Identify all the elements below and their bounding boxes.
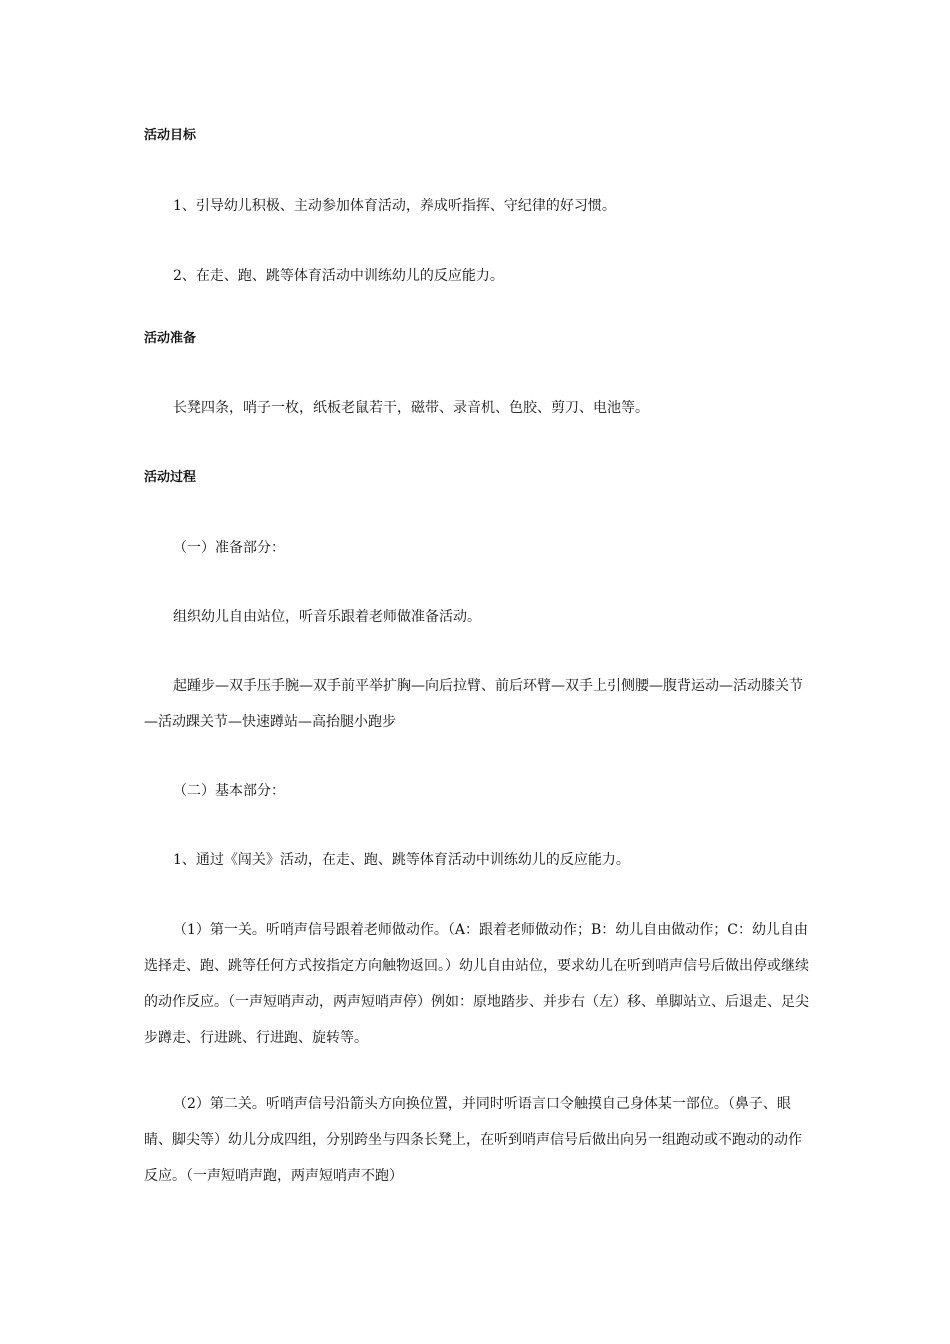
goals-heading: 活动目标 xyxy=(144,128,197,143)
part1-steps: 起踵步—双手压手腕—双手前平举扩胸—向后拉臂、前后环臂—双手上引侧腰—腹背运动—活动膝关节—活动踝关节—快速蹲站—高抬腿小跑步 xyxy=(144,678,803,730)
part2-title: （二）基本部分： xyxy=(173,783,285,799)
preparation-text: 长凳四条，哨子一枚，纸板老鼠若干，磁带、录音机、色胶、剪刀、电池等。 xyxy=(173,400,649,416)
goal-item-2: 2、在走、跑、跳等体育活动中训练幼儿的反应能力。 xyxy=(173,268,504,284)
level2-paragraph: （2）第二关。听哨声信号沿箭头方向换位置，并同时听语言口令触摸自己身体某一部位。（鼻子、眼睛、脚尖等）幼儿分成四组，分别跨坐与四条长凳上，在听到哨声信号后做出向另一组跑动或不跑动的动作反应。（一声短哨声跑，两声短哨声不跑） xyxy=(144,1096,802,1184)
part1-text: 组织幼儿自由站位，听音乐跟着老师做准备活动。 xyxy=(173,609,481,625)
part2-item-1: 1、通过《闯关》活动，在走、跑、跳等体育活动中训练幼儿的反应能力。 xyxy=(173,852,630,868)
process-heading: 活动过程 xyxy=(144,470,197,485)
level1-paragraph: （1）第一关。听哨声信号跟着老师做动作。（A：跟着老师做动作；B：幼儿自由做动作；C：幼儿自由选择走、跑、跳等任何方式按指定方向触物返回。）幼儿自由站位，要求幼儿在听到哨声信号后做出停或继续的动作反应。（一声短哨声动，两声短哨声停）例如：原地踏步、并步右（左）移、单脚站立、后退走、足尖步蹲走、行进跳、行进跑、旋转等。 xyxy=(144,922,809,1046)
part1-title: （一）准备部分： xyxy=(173,540,285,556)
preparation-heading: 活动准备 xyxy=(144,331,197,346)
goal-item-1: 1、引导幼儿积极、主动参加体育活动，养成听指挥、守纪律的好习惯。 xyxy=(173,198,616,214)
